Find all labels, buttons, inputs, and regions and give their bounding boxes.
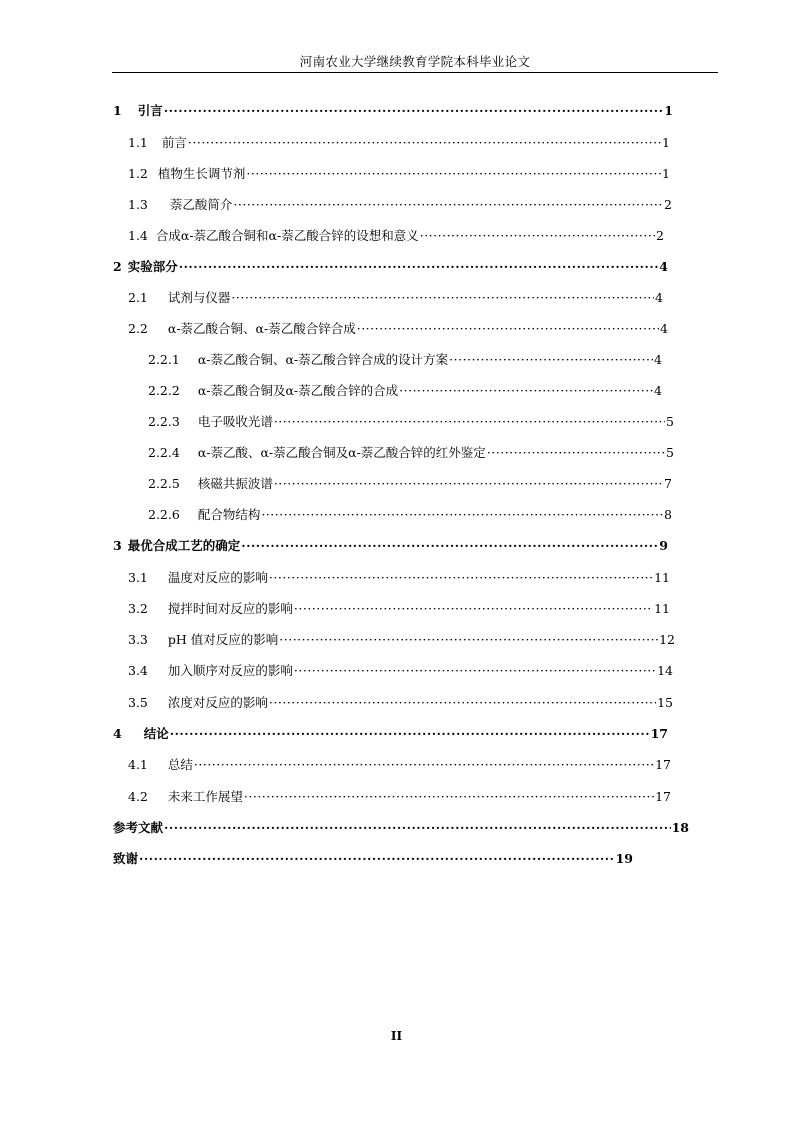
toc-entry[interactable]: [128, 321, 668, 337]
toc-entry-number: 4.2: [128, 789, 148, 804]
toc-entry-title: 配合物结构: [197, 507, 261, 522]
toc-entry-title: 核磁共振波谱: [197, 476, 273, 491]
toc-entry-number: 1.4: [128, 228, 148, 243]
toc-entry-number: 3.5: [128, 695, 148, 710]
toc-dot-leader: [294, 601, 653, 617]
toc-entry[interactable]: [128, 789, 671, 805]
toc-entry-number: 2.2.2: [148, 383, 180, 398]
toc-entry[interactable]: [148, 383, 662, 399]
toc-entry-page: 17: [655, 757, 671, 772]
toc-entry[interactable]: [148, 476, 672, 492]
toc-entry-title: 实验部分: [127, 259, 178, 274]
toc-dot-leader: [170, 726, 650, 742]
toc-entry-page: 4: [655, 290, 663, 305]
toc-entry-title: 浓度对反应的影响: [167, 695, 268, 710]
toc-entry-title: 未来工作展望: [167, 789, 243, 804]
toc-entry[interactable]: [113, 538, 668, 554]
toc-entry[interactable]: [113, 851, 633, 867]
toc-entry[interactable]: [113, 103, 673, 119]
toc-entry-title: 搅拌时间对反应的影响: [167, 601, 293, 616]
toc-entry-title: α-萘乙酸合铜及α-萘乙酸合锌的合成: [197, 383, 399, 398]
toc-entry-page: 9: [659, 538, 668, 553]
toc-entry[interactable]: [128, 290, 663, 306]
toc-entry-number: 2.2.6: [148, 507, 180, 522]
toc-entry-page: 17: [650, 726, 668, 741]
toc-entry-number: 2.2.5: [148, 476, 180, 491]
toc-entry[interactable]: [128, 166, 670, 182]
toc-entry[interactable]: [148, 352, 662, 368]
toc-dot-leader: [179, 259, 659, 275]
toc-entry[interactable]: [128, 757, 671, 773]
toc-entry-title: 前言: [161, 135, 187, 150]
toc-entry-page: 4: [659, 259, 668, 274]
toc-entry-title: 温度对反应的影响: [167, 570, 268, 585]
toc-entry-number: 2.2.3: [148, 414, 180, 429]
toc-dot-leader: [164, 820, 671, 836]
toc-entry-number: 3.4: [128, 663, 148, 678]
toc-entry-page: 11: [654, 570, 670, 585]
toc-entry-number: 1.3: [128, 197, 148, 212]
toc-entry-page: 1: [662, 166, 670, 181]
toc-entry-title: 电子吸收光谱: [197, 414, 273, 429]
toc-entry-page: 5: [666, 414, 674, 429]
toc-entry-page: 4: [654, 352, 662, 367]
toc-dot-leader: [274, 476, 663, 492]
toc-entry-number: 3.2: [128, 601, 148, 616]
toc-entry-title: 结论: [143, 726, 169, 741]
toc-dot-leader: [231, 290, 654, 306]
toc-entry[interactable]: [113, 726, 668, 742]
toc-entry-number: 4.1: [128, 757, 148, 772]
toc-entry[interactable]: [148, 507, 672, 523]
toc-dot-leader: [188, 135, 661, 151]
toc-entry-page: 15: [657, 695, 673, 710]
toc-dot-leader: [241, 538, 658, 554]
toc-dot-leader: [399, 383, 653, 399]
page-number: II: [390, 1029, 403, 1043]
toc-entry[interactable]: [128, 695, 673, 711]
toc-entry[interactable]: [113, 259, 668, 275]
toc-entry-number: 4: [113, 726, 122, 741]
toc-entry-page: 4: [654, 383, 662, 398]
toc-entry-number: 2.1: [128, 290, 148, 305]
toc-entry[interactable]: [128, 228, 664, 244]
toc-entry-page: 18: [671, 820, 689, 835]
toc-entry-page: 14: [657, 663, 673, 678]
toc-dot-leader: [269, 695, 656, 711]
toc-dot-leader: [487, 445, 665, 461]
toc-entry-title: α-萘乙酸合铜、α-萘乙酸合锌合成的设计方案: [197, 352, 449, 367]
toc-entry-page: 2: [656, 228, 664, 243]
toc-dot-leader: [244, 789, 654, 805]
toc-dot-leader: [420, 228, 655, 244]
toc-entry[interactable]: [148, 414, 674, 430]
toc-entry[interactable]: [128, 632, 675, 648]
toc-dot-leader: [139, 851, 615, 867]
toc-entry-number: 2.2.1: [148, 352, 180, 367]
toc-entry-page: 11: [654, 601, 670, 616]
toc-entry[interactable]: [148, 445, 674, 461]
toc-entry-page: 1: [664, 103, 673, 118]
toc-entry-page: 4: [660, 321, 668, 336]
toc-entry-title: 引言: [137, 103, 163, 118]
toc-dot-leader: [279, 632, 658, 648]
toc-entry-number: 1.1: [128, 135, 148, 150]
toc-dot-leader: [194, 757, 654, 773]
toc-entry-title: 总结: [167, 757, 193, 772]
toc-entry-number: 2.2: [128, 321, 148, 336]
running-header: 河南农业大学继续教育学院本科毕业论文: [299, 54, 531, 69]
toc-entry-number: 3.1: [128, 570, 148, 585]
toc-entry[interactable]: [113, 820, 689, 836]
toc-entry-page: 8: [664, 507, 672, 522]
toc-entry-number: 2.2.4: [148, 445, 180, 460]
toc-entry-page: 1: [662, 135, 670, 150]
toc-dot-leader: [246, 166, 661, 182]
toc-entry-title: 植物生长调节剂: [157, 166, 246, 181]
toc-entry-title: pH 值对反应的影响: [167, 632, 279, 647]
toc-dot-leader: [269, 570, 653, 586]
toc-entry-title: 合成α-萘乙酸合铜和α-萘乙酸合锌的设想和意义: [155, 228, 419, 243]
toc-entry-title: 致谢: [113, 851, 139, 866]
toc-entry-page: 2: [664, 197, 672, 212]
toc-entry-number: 1.2: [128, 166, 148, 181]
toc-entry-title: 萘乙酸简介: [169, 197, 233, 212]
toc-entry-number: 3.3: [128, 632, 148, 647]
toc-entry[interactable]: [128, 663, 673, 679]
toc-entry-title: 加入顺序对反应的影响: [167, 663, 293, 678]
toc-entry[interactable]: [128, 197, 672, 213]
toc-dot-leader: [357, 321, 659, 337]
toc-dot-leader: [261, 507, 663, 523]
toc-entry-number: 3: [113, 538, 122, 553]
toc-entry-title: α-萘乙酸合铜、α-萘乙酸合锌合成: [167, 321, 356, 336]
toc-entry-title: 参考文献: [113, 820, 164, 835]
toc-entry[interactable]: [128, 135, 670, 151]
toc-dot-leader: [233, 197, 663, 213]
toc-entry-page: 19: [615, 851, 633, 866]
toc-entry-page: 12: [659, 632, 675, 647]
toc-entry-page: 17: [655, 789, 671, 804]
toc-dot-leader: [449, 352, 653, 368]
toc-entry-page: 5: [666, 445, 674, 460]
toc-entry-number: 1: [113, 103, 122, 118]
toc-dot-leader: [274, 414, 665, 430]
toc-entry-number: 2: [113, 259, 122, 274]
toc-entry-page: 7: [664, 476, 672, 491]
toc-entry[interactable]: [128, 601, 670, 617]
toc-entry-title: α-萘乙酸、α-萘乙酸合铜及α-萘乙酸合锌的红外鉴定: [197, 445, 486, 460]
toc-entry-title: 试剂与仪器: [167, 290, 231, 305]
toc-entry-title: 最优合成工艺的确定: [127, 538, 241, 553]
toc-dot-leader: [164, 103, 664, 119]
toc-dot-leader: [294, 663, 656, 679]
toc-entry[interactable]: [128, 570, 670, 586]
